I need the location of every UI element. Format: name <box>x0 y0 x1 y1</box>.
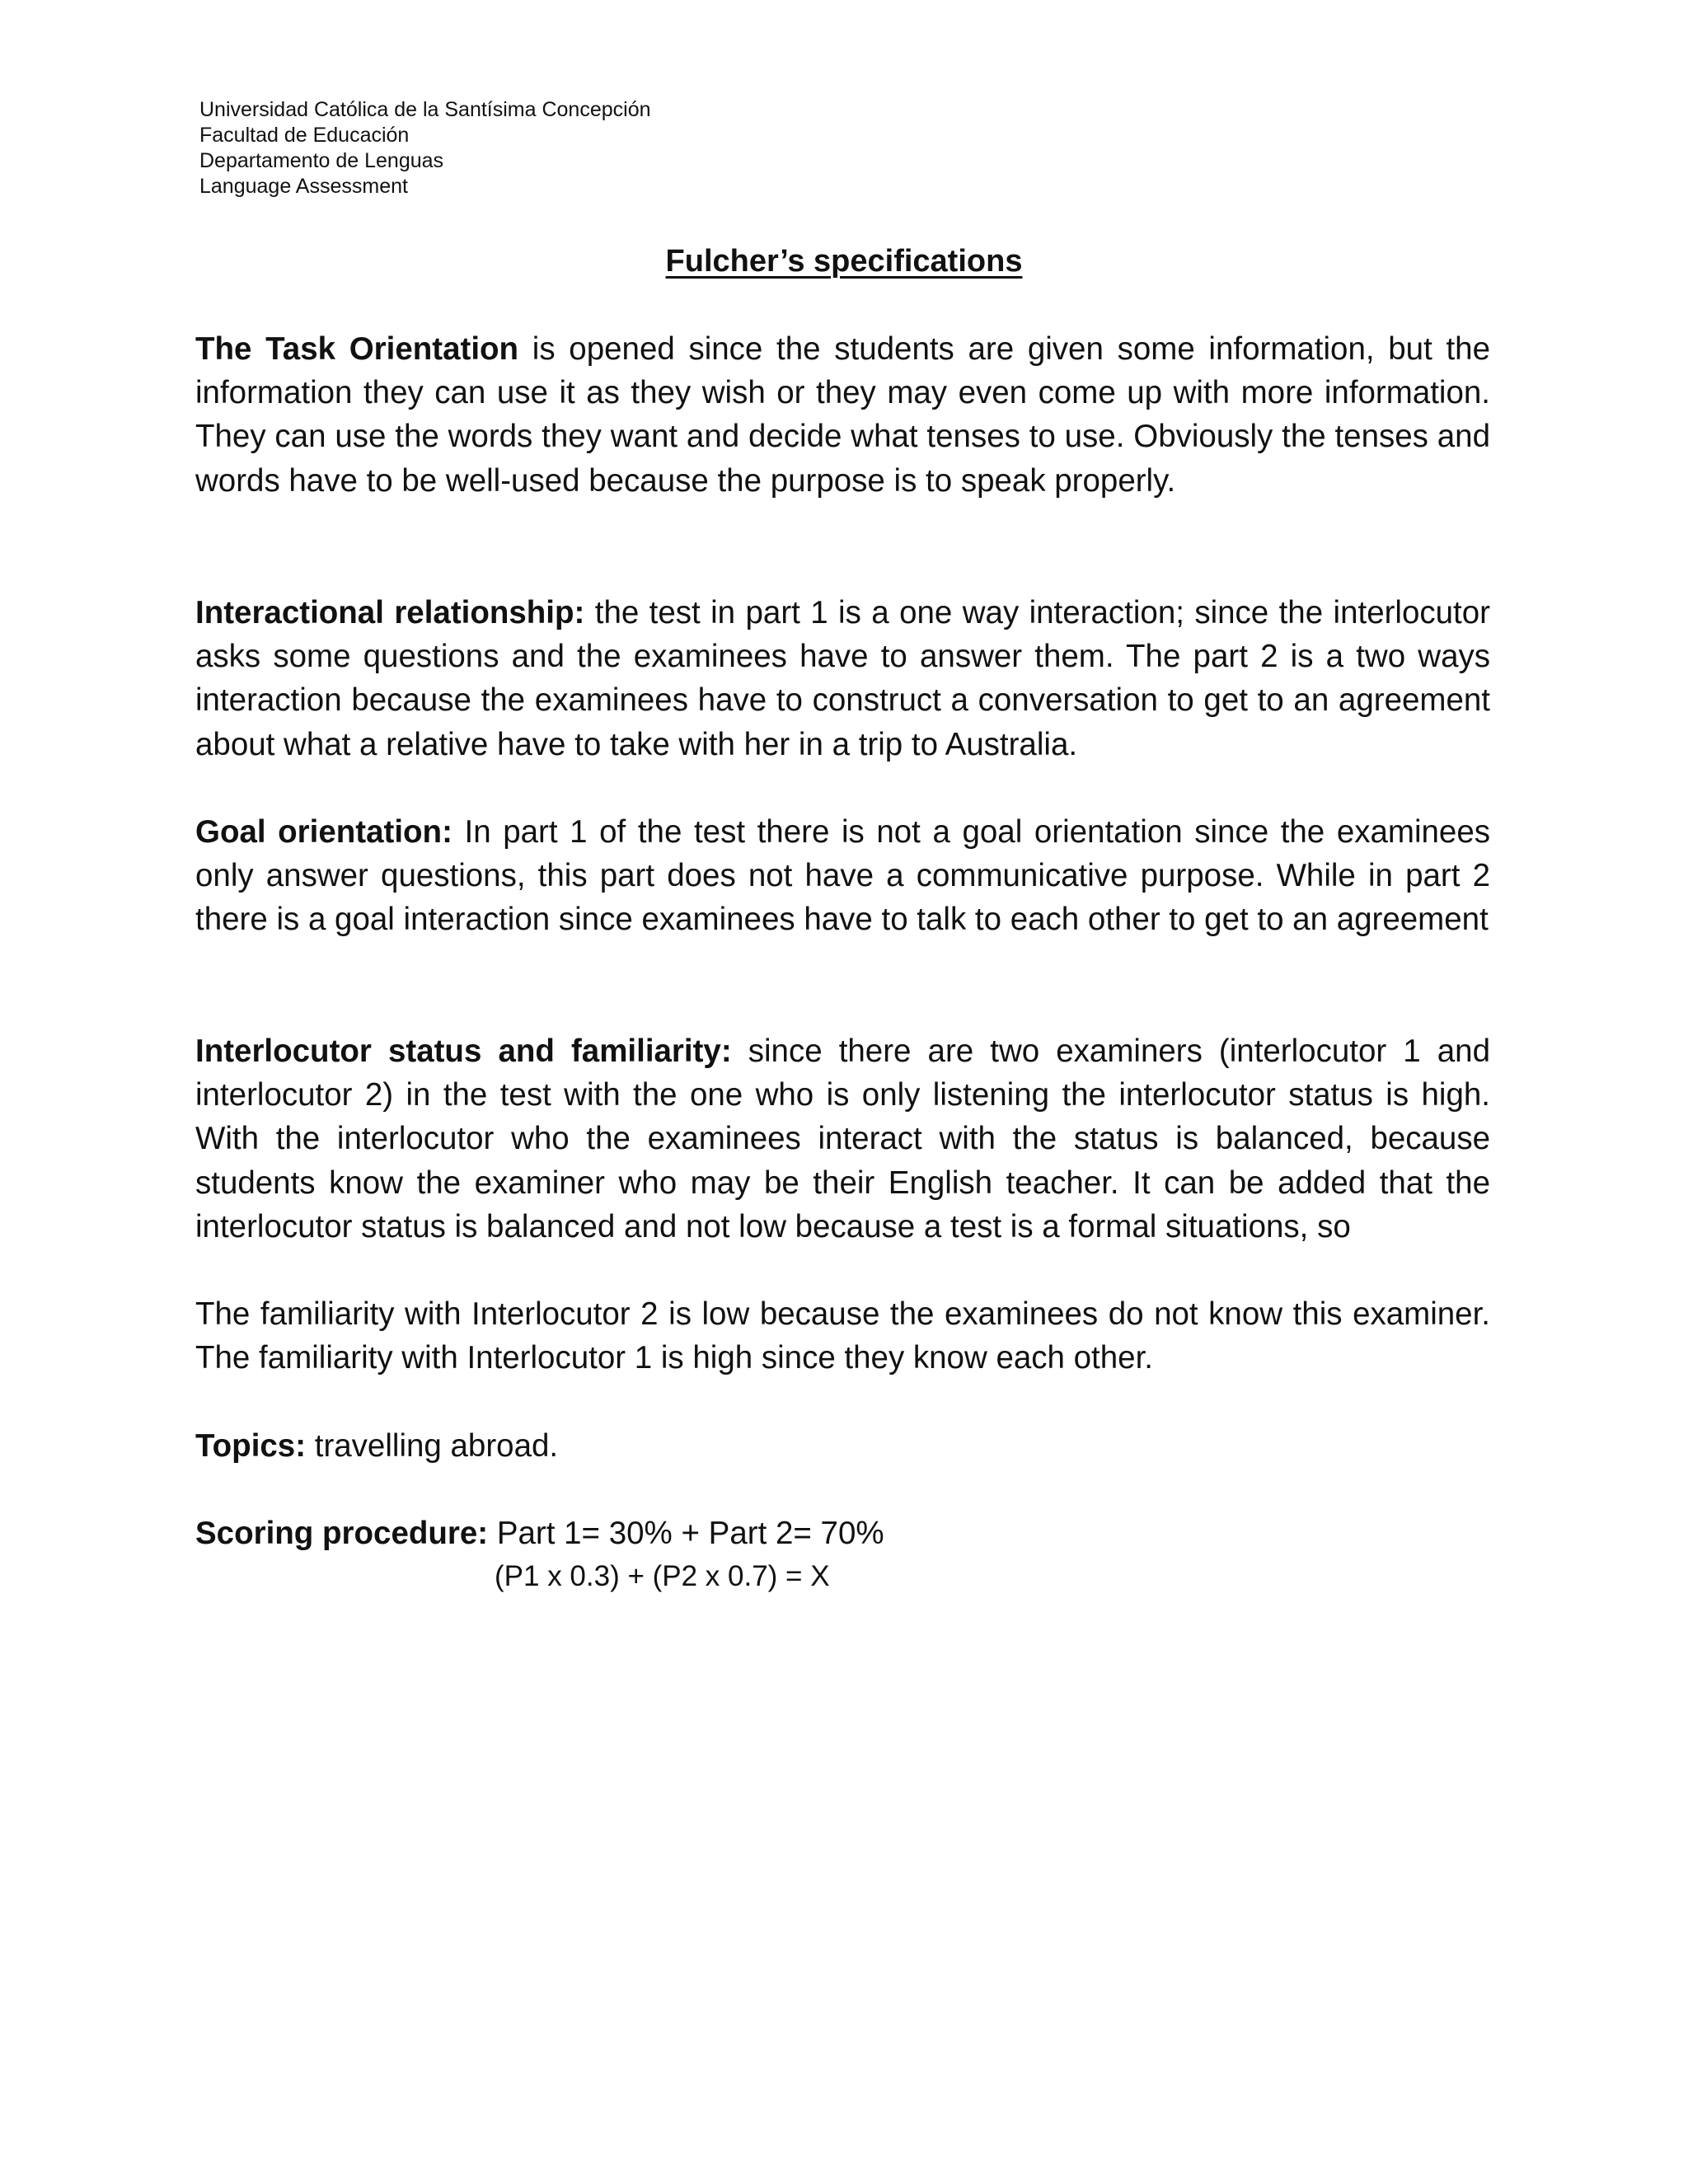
topics-text: travelling abroad. <box>306 1428 559 1464</box>
paragraph-interlocutor-status <box>195 1029 1490 1249</box>
university-name: Universidad Católica de la Santísima Concepción <box>199 98 651 121</box>
paragraph-scoring-procedure <box>195 1511 1490 1555</box>
task-orientation-label: The Task Orientation <box>195 331 519 367</box>
paragraph-goal-orientation <box>195 810 1490 942</box>
page-title: Fulcher’s specifications <box>665 244 1023 279</box>
paragraph-task-orientation <box>195 327 1490 503</box>
topics-label: Topics: <box>195 1428 307 1464</box>
paragraph-interactional-relationship <box>195 591 1490 766</box>
task-orientation-text: is opened since the students are given some information, but the information they can use it as they wish or they may even come up with more information. They can use the words they want and decide what tenses to use. Obviously the tenses and words have to be well-used because the purpose is to speak properly. <box>195 331 1491 499</box>
faculty-name: Facultad de Educación <box>199 124 410 147</box>
course-name: Language Assessment <box>199 175 408 198</box>
scoring-formula: (P1 x 0.3) + (P2 x 0.7) = X <box>495 1560 830 1592</box>
interlocutor-label: Interlocutor status and familiarity: <box>195 1033 732 1069</box>
document-header <box>199 97 651 199</box>
goal-label: Goal orientation: <box>195 814 452 850</box>
interactional-label: Interactional relationship: <box>195 595 585 630</box>
interactional-text: the test in part 1 is a one way interaction; since the interlocutor asks some questions and the examinees have to answer them. The part 2 is a two ways interaction because the examinees have to construct a conversation to get to an agreement about what a relative have to take with her in a trip to Australia. <box>195 595 1490 762</box>
scoring-text: Part 1= 30% + Part 2= 70% <box>488 1516 884 1551</box>
paragraph-topics <box>195 1424 1490 1468</box>
scoring-label: Scoring procedure: <box>195 1516 489 1551</box>
goal-text: In part 1 of the test there is not a goal orientation since the examinees only answer questions, this part does not have a communicative purpose. While in part 2 there is a goal interaction since examinees have to talk to each other to get to an agreement <box>195 814 1490 938</box>
department-name: Departamento de Lenguas <box>199 149 444 172</box>
interlocutor-text: since there are two examiners (interlocutor 1 and interlocutor 2) in the test with the one who is only listening the interlocutor status is high. With the interlocutor who the examinees interact with the status is balanced, because students know the examiner who may be their English teacher. It can be added that the interlocutor status is balanced and not low because a test is a formal situations, so <box>195 1033 1490 1244</box>
familiarity-text: The familiarity with Interlocutor 2 is low because the examinees do not know this examiner. The familiarity with Interlocutor 1 is high since they know each other. <box>195 1296 1490 1376</box>
paragraph-familiarity <box>195 1292 1490 1380</box>
